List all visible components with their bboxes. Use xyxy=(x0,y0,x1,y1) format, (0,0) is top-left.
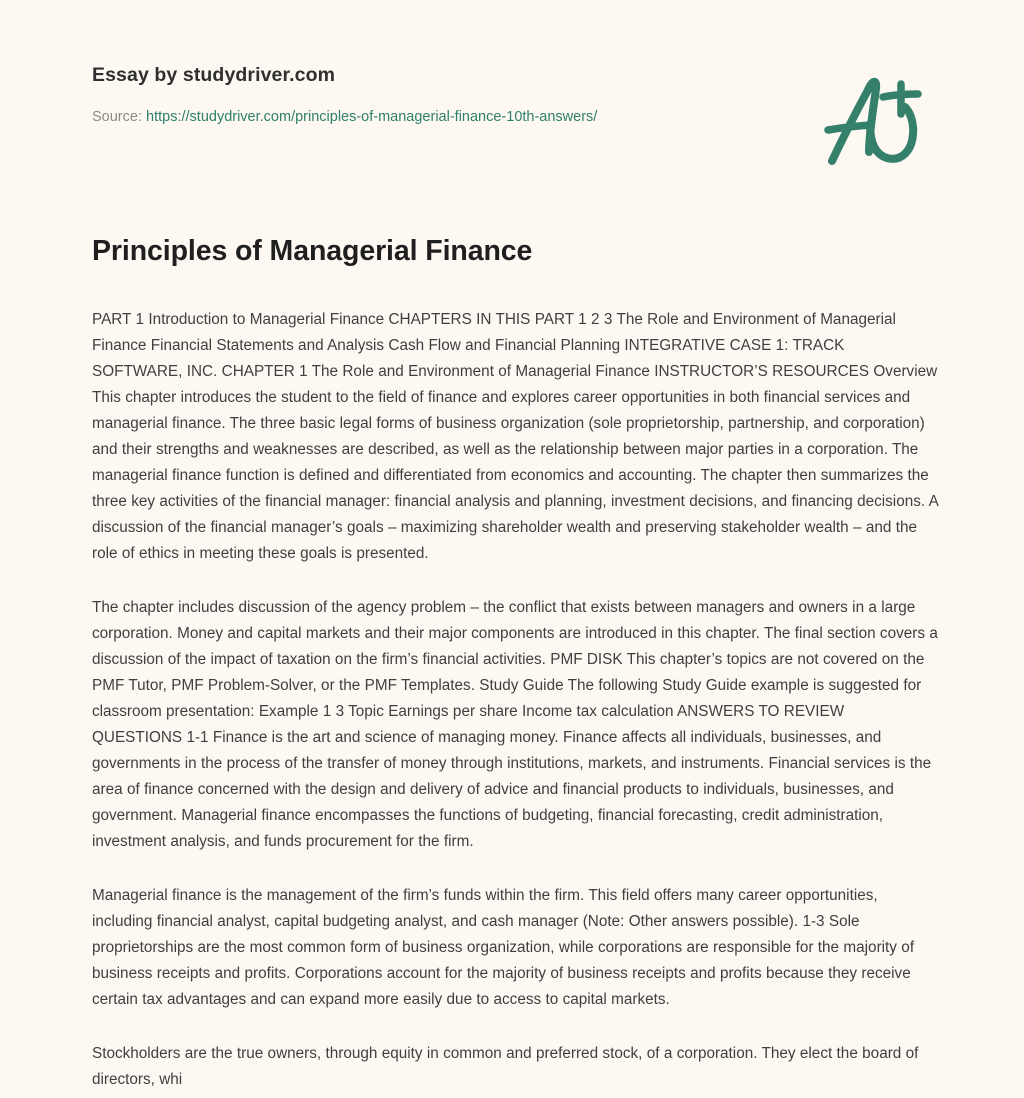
article-paragraph: Managerial finance is the management of the firm’s funds within the firm. This field offers many career opportunities, including financial analyst, capital budgeting analyst, and cash manager (Note: Other answers possible). 1-3 Sole proprietorships are the most common form of business organization, while corporations are responsible for the majority of business receipts and profits. Corporations account for the majority of business receipts and profits because they receive certain tax advantages and can expand more easily due to access to capital markets. xyxy=(92,887,915,1008)
byline: Essay by studydriver.com xyxy=(92,64,336,86)
source-line xyxy=(92,88,792,127)
article-paragraph: PART 1 Introduction to Managerial Finance CHAPTERS IN THIS PART 1 2 3 The Role and Environment of Managerial Finance Financial Statements and Analysis Cash Flow and Financial Planning INTEGRATIVE CASE 1: TRACK SOFTWARE, INC. CHAPTER 1 The Role and Environment of Managerial Finance INSTRUCTOR’S RESOURCES Overview This chapter introduces the student to the field of finance and explores career opportunities in both financial services and managerial finance. The three basic legal forms of business organization (sole proprietorship, partnership, and corporation) and their strengths and weaknesses are described, as well as the relationship between major parties in a corporation. The managerial finance function is defined and differentiated from economics and accounting. The chapter then summarizes the three key activities of the financial manager: financial analysis and planning, investment decisions, and financing decisions. A discussion of the financial manager’s goals – maximizing shareholder wealth and preserving stakeholder wealth – and the role of ethics in meeting these goals is presented. xyxy=(92,311,938,562)
article xyxy=(92,232,938,1093)
source-label: Source: xyxy=(92,109,142,125)
source-url-link[interactable]: https://studydriver.com/principles-of-managerial-finance-10th-answers/ xyxy=(146,109,598,125)
a-plus-logo-icon xyxy=(812,66,936,174)
article-paragraph: The chapter includes discussion of the agency problem – the conflict that exists between managers and owners in a large corporation. Money and capital markets and their major components are introduced in this chapter. The final section covers a discussion of the impact of taxation on the firm’s financial activities. PMF DISK This chapter’s topics are not covered on the PMF Tutor, PMF Problem-Solver, or the PMF Templates. Study Guide The following Study Guide example is suggested for classroom presentation: Example 1 3 Topic Earnings per share Income tax calculation ANSWERS TO REVIEW QUESTIONS 1-1 Finance is the art and science of managing money. Finance affects all individuals, businesses, and governments in the process of the transfer of money through institutions, markets, and instruments. Financial services is the area of finance concerned with the design and delivery of advice and financial products to individuals, businesses, and government. Managerial finance encompasses the functions of budgeting, financial forecasting, credit administration, investment analysis, and funds procurement for the firm. xyxy=(92,599,938,850)
page-title: Principles of Managerial Finance xyxy=(92,235,533,267)
header-text-block xyxy=(92,62,792,127)
page-header xyxy=(0,0,1024,200)
article-body xyxy=(92,270,938,1093)
article-paragraph: Stockholders are the true owners, through equity in common and preferred stock, of a corporation. They elect the board of directors, whi xyxy=(92,1045,919,1088)
a-plus-logo[interactable] xyxy=(812,66,936,174)
